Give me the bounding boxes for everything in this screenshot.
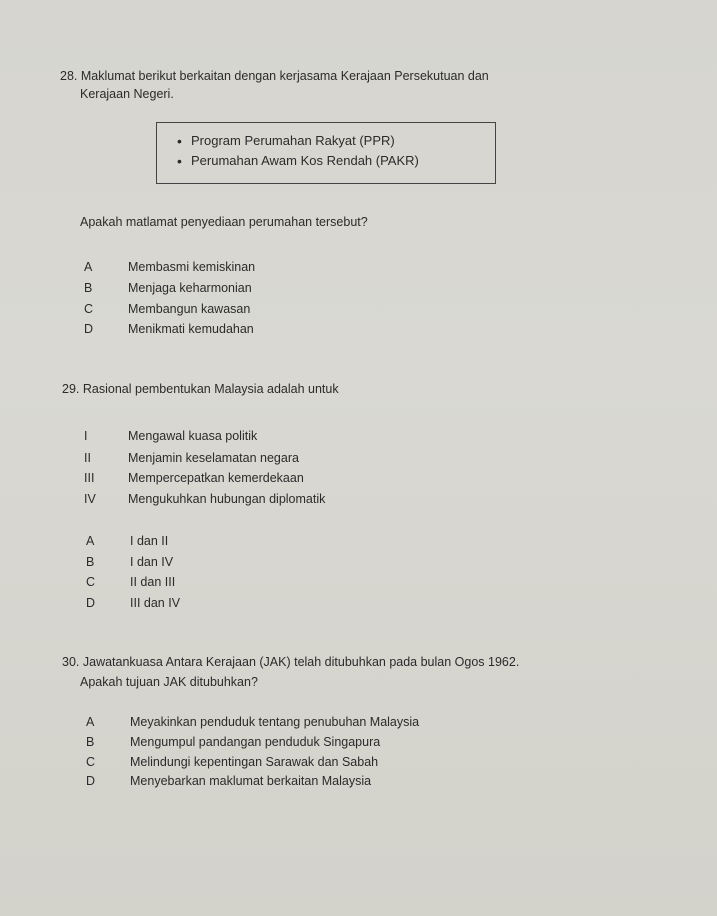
option-text: Menjaga keharmonian [128, 281, 252, 295]
info-box-item: • Program Perumahan Rakyat (PPR) [171, 131, 483, 151]
answer-option-c[interactable] [86, 754, 378, 770]
answer-option-b[interactable] [86, 734, 380, 750]
info-box [156, 122, 496, 184]
statement-label: II [84, 451, 91, 465]
answer-option-b[interactable] [86, 554, 173, 570]
option-label: D [86, 596, 96, 610]
question-28-stem [60, 68, 660, 85]
question-number: 28. [60, 69, 78, 83]
question-stem-text: Maklumat berikut berkaitan dengan kerjasama Kerajaan Persekutuan dan [80, 69, 489, 83]
statement-text: Mengukuhkan hubungan diplomatik [128, 492, 326, 506]
option-text: Menikmati kemudahan [128, 322, 254, 336]
question-30-stem [62, 654, 702, 671]
option-text: Membangun kawasan [128, 302, 251, 316]
option-label: D [84, 322, 94, 336]
statement-text: Mempercepatkan kemerdekaan [128, 471, 304, 485]
answer-option-b[interactable] [84, 280, 252, 296]
option-text: I dan II [130, 534, 169, 548]
answer-option-a[interactable] [86, 533, 168, 549]
answer-option-d[interactable] [84, 321, 254, 337]
statement-4 [84, 491, 325, 507]
option-text: Meyakinkan penduduk tentang penubuhan Malaysia [130, 715, 420, 729]
option-text: I dan IV [130, 555, 174, 569]
question-28-prompt: Apakah matlamat penyediaan perumahan tersebut? [80, 215, 368, 229]
statement-label: III [84, 471, 95, 485]
option-text: Mengumpul pandangan penduduk Singapura [130, 735, 381, 749]
option-label: C [84, 302, 94, 316]
option-label: B [84, 281, 93, 295]
option-text: Melindungi kepentingan Sarawak dan Sabah [130, 755, 379, 769]
question-28-stem-line2: Kerajaan Negeri. [80, 87, 174, 101]
answer-option-c[interactable] [84, 301, 250, 317]
option-text: III dan IV [130, 596, 181, 610]
option-label: A [84, 260, 93, 274]
option-label: B [86, 555, 95, 569]
option-text: Menyebarkan maklumat berkaitan Malaysia [130, 774, 372, 788]
option-label: C [86, 575, 96, 589]
statement-label: IV [84, 492, 96, 506]
answer-option-d[interactable] [86, 595, 180, 611]
question-29-stem [62, 381, 339, 398]
question-30-prompt: Apakah tujuan JAK ditubuhkan? [80, 675, 258, 689]
answer-option-c[interactable] [86, 574, 175, 590]
option-label: A [86, 715, 95, 729]
option-label: A [86, 534, 95, 548]
statement-1 [84, 428, 257, 444]
answer-option-a[interactable] [84, 259, 255, 275]
question-number: 29. [62, 382, 80, 396]
option-label: C [86, 755, 96, 769]
option-label: D [86, 774, 96, 788]
statement-label: I [84, 429, 88, 443]
answer-option-d[interactable] [86, 773, 371, 789]
question-stem-text: Jawatankuasa Antara Kerajaan (JAK) telah ditubuhkan pada bulan Ogos 1962. [82, 655, 520, 669]
info-box-item: • Perumahan Awam Kos Rendah (PAKR) [171, 151, 483, 171]
option-label: B [86, 735, 95, 749]
question-stem-text: Rasional pembentukan Malaysia adalah untuk [82, 382, 339, 396]
option-text: II dan III [130, 575, 176, 589]
statement-2 [84, 450, 299, 466]
question-number: 30. [62, 655, 80, 669]
option-text: Membasmi kemiskinan [128, 260, 256, 274]
statement-3 [84, 470, 304, 486]
statement-text: Mengawal kuasa politik [128, 429, 258, 443]
statement-text: Menjamin keselamatan negara [128, 451, 299, 465]
answer-option-a[interactable] [86, 714, 419, 730]
